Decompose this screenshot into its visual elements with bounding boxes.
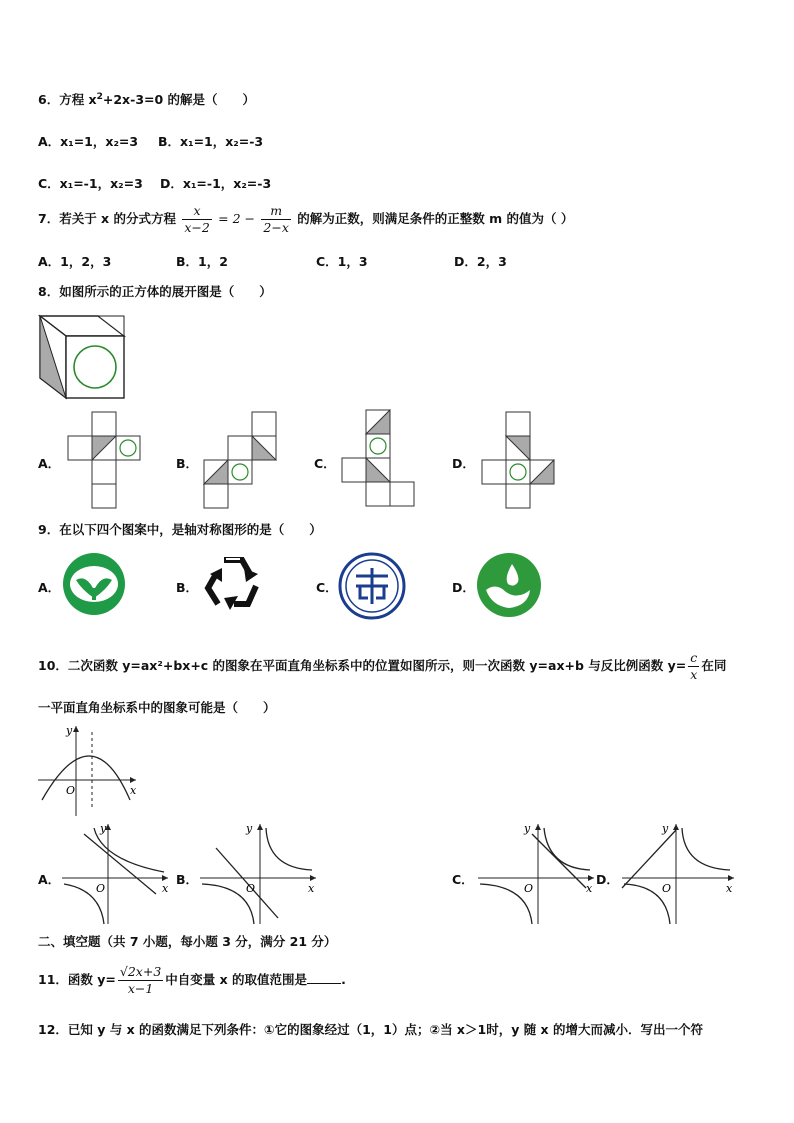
q10-option-d: D． [596, 872, 619, 887]
q8-stem: 8．如图所示的正方体的展开图是（ ） [38, 284, 272, 299]
graph-option-b[interactable] [198, 820, 320, 928]
section-heading-fill-in: 二、填空题（共 7 小题，每小题 3 分，满分 21 分） [38, 934, 337, 949]
cube-net-b[interactable] [202, 410, 280, 510]
answer-blank[interactable] [307, 983, 341, 984]
q10-stem-line2: 一平面直角坐标系中的图象可能是（ ） [38, 700, 276, 715]
y-axis-label: y [66, 724, 73, 737]
q8-option-c: C． [314, 456, 336, 471]
green-food-logo[interactable] [62, 552, 126, 616]
q8-option-a: A． [38, 456, 61, 471]
graph-option-a[interactable] [60, 820, 172, 928]
parabola-graph [38, 722, 140, 818]
blue-circle-logo[interactable] [338, 552, 406, 620]
cube-net-d[interactable] [480, 410, 556, 510]
q7-option-b: B．1，2 [176, 254, 228, 269]
recycle-icon[interactable] [200, 552, 266, 616]
y-axis-label: y [100, 822, 107, 835]
q9-option-a: A． [38, 580, 61, 595]
y-axis-label: y [524, 822, 531, 835]
q7-fraction-1: $\frac{x}{x-2}$ [184, 203, 210, 235]
q10-option-c: C． [452, 872, 474, 887]
water-drop-logo[interactable] [476, 552, 542, 618]
x-axis-label: x [130, 784, 137, 797]
q9-option-d: D． [452, 580, 475, 595]
q9-stem: 9．在以下四个图案中，是轴对称图形的是（ ） [38, 522, 322, 537]
q6-stem: 6．方程 $x^2+2x-3=0$ 的解是（ ） [38, 91, 256, 107]
x-axis-label: x [162, 882, 169, 895]
q6-option-b: B．x₁=1，x₂=-3 [158, 134, 264, 149]
q7-option-c: C．1，3 [316, 254, 368, 269]
q11-fraction: $\frac{√2x+3}{x-1}$ [119, 964, 162, 996]
q8-option-d: D． [452, 456, 475, 471]
q6-option-c: C．x₁=-1，x₂=3 [38, 176, 143, 191]
q7-fraction-2: $\frac{m}{2-x}$ [263, 203, 289, 235]
q8-option-b: B． [176, 456, 199, 471]
x-axis-label: x [308, 882, 315, 895]
y-axis-label: y [246, 822, 253, 835]
q7-option-d: D．2，3 [454, 254, 507, 269]
cube-net-c[interactable] [340, 408, 418, 512]
y-axis-label: y [662, 822, 669, 835]
q6-option-a: A．x₁=1，x₂=3 [38, 134, 139, 149]
graph-option-d[interactable] [620, 820, 738, 928]
q12-stem: 12．已知 y 与 x 的函数满足下列条件：①它的图象经过（1，1）点；②当 x＞1时，y 随 x 的增大而减小．写出一个符 [38, 1022, 703, 1037]
q6-option-d: D．x₁=-1，x₂=-3 [160, 176, 272, 191]
x-axis-label: x [726, 882, 733, 895]
q10-option-a: A． [38, 872, 61, 887]
q9-option-c: C． [316, 580, 338, 595]
origin-label: O [96, 882, 106, 895]
q10-stem-line1: 10．二次函数 y=ax²+bx+c 的图象在平面直角坐标系中的位置如图所示，则一次函数 y=ax+b 与反比例函数 y= $\frac{c}{x}$ 在同 [38, 650, 727, 682]
origin-label: O [662, 882, 672, 895]
cube-figure [38, 312, 130, 404]
graph-option-c[interactable] [476, 820, 598, 928]
origin-label: O [66, 784, 76, 797]
q10-option-b: B． [176, 872, 199, 887]
origin-label: O [246, 882, 256, 895]
origin-label: O [524, 882, 534, 895]
q11-stem: 11．函数 y= $\frac{√2x+3}{x-1}$ 中自变量 x 的取值范围是 . [38, 964, 346, 996]
q7-option-a: A．1，2，3 [38, 254, 112, 269]
cube-net-a[interactable] [66, 410, 142, 510]
x-axis-label: x [586, 882, 593, 895]
q10-fraction: $\frac{c}{x}$ [690, 650, 698, 682]
q9-option-b: B． [176, 580, 199, 595]
q7-stem: 7．若关于 x 的分式方程 $\frac{x}{x-2}$ = 2 − $\frac{m}{2-x}$ 的解为正数，则满足条件的正整数 m 的值为（ ） [38, 203, 574, 235]
